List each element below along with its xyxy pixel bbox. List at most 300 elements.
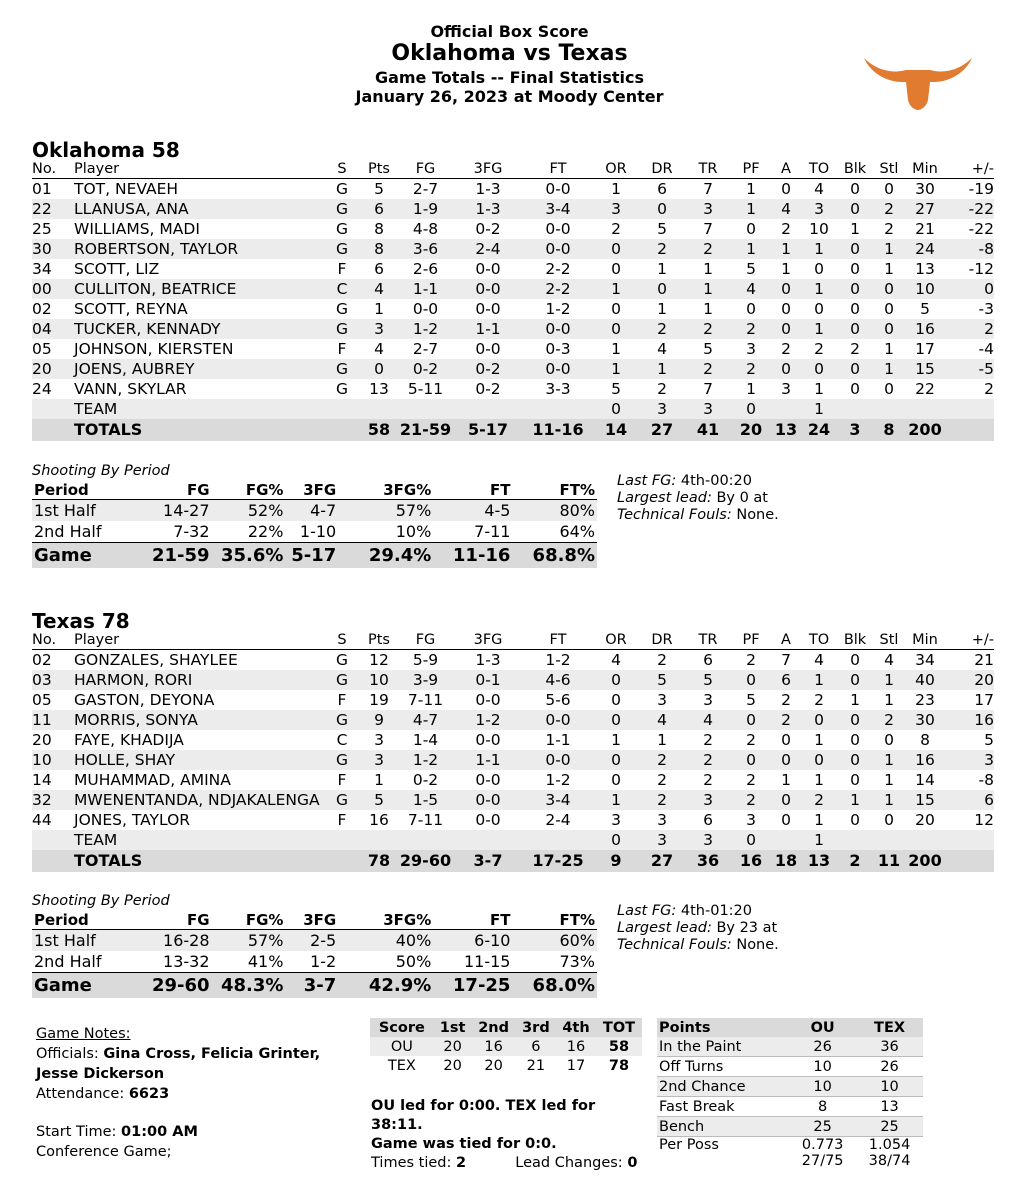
stat-cell: 11 (32, 710, 74, 730)
score-cell: 20 (484, 1057, 503, 1074)
stat-cell: JOHNSON, KIERSTEN (74, 340, 234, 358)
sbp-row (32, 930, 597, 952)
tx-shooting-by-period-table (32, 911, 597, 998)
stat-cell: 10 (809, 220, 829, 238)
stat-cell: 1 (731, 239, 771, 259)
stat-cell: 0 (771, 319, 801, 339)
stat-cell: 5 (685, 670, 731, 690)
stat-cell: 3 (746, 811, 756, 829)
stat-cell: 0-0 (475, 731, 501, 749)
totals-cell: 36 (685, 850, 731, 872)
points-row (657, 1057, 923, 1077)
stat-cell: 0 (731, 670, 771, 690)
stat-cell (873, 830, 905, 850)
totals-cell: 13 (771, 419, 801, 441)
stat-cell: 0 (884, 180, 894, 198)
score-row (370, 1056, 642, 1075)
stat-cell: 12 (369, 651, 389, 669)
score-column-header: 4th (556, 1018, 596, 1037)
sbp-game-cell: 21-59 (127, 543, 211, 569)
points-cell: 13 (856, 1097, 923, 1117)
stat-cell: 6 (703, 811, 713, 829)
totals-row (32, 419, 994, 441)
stat-cell: 15 (905, 359, 945, 379)
ties-and-changes (371, 1154, 651, 1173)
points-cell: 25 (789, 1117, 856, 1137)
stat-cell: 6 (771, 670, 801, 690)
ou-largest-lead-label: Largest lead: (617, 490, 712, 506)
stat-cell: 02 (32, 651, 52, 669)
stat-cell: 0-0 (453, 790, 523, 810)
stat-cell: 0-0 (523, 319, 593, 339)
attendance-label: Attendance: (36, 1086, 125, 1102)
stat-cell: 2 (746, 771, 756, 789)
player-row (32, 670, 994, 690)
lead-info (371, 1097, 651, 1173)
stat-cell: 1-1 (453, 319, 523, 339)
stat-cell: 0 (781, 731, 791, 749)
stat-cell: F (337, 260, 347, 278)
stat-cell: 1 (873, 359, 905, 379)
stat-cell: 4 (360, 279, 398, 299)
stat-cell (398, 830, 453, 850)
stat-cell (360, 399, 398, 419)
stat-cell: 5-6 (545, 691, 571, 709)
stat-cell: 01 (32, 180, 52, 198)
stat-cell: 0-2 (475, 220, 501, 238)
stat-cell: 10 (905, 279, 945, 299)
sbp-column-header: Period (32, 911, 127, 930)
stat-cell (837, 830, 873, 850)
column-header: Stl (873, 160, 905, 179)
stat-cell: 0 (593, 399, 639, 419)
stat-cell: 34 (32, 260, 52, 278)
stat-cell: 30 (915, 180, 935, 198)
player-row (32, 219, 994, 239)
stat-cell: 1-2 (398, 750, 453, 770)
player-row (32, 199, 994, 219)
stat-cell: 1-2 (453, 710, 523, 730)
sbp-game-row (32, 543, 597, 569)
sbp-game-cell: 3-7 (285, 973, 338, 999)
start-time-value: 01:00 AM (121, 1124, 198, 1140)
stat-cell: 2 (801, 790, 837, 810)
stat-cell: 7 (703, 380, 713, 398)
stat-cell: 1 (873, 670, 905, 690)
ou-shooting-by-period-title: Shooting By Period (32, 463, 170, 479)
stat-cell: 7-11 (407, 691, 444, 709)
sbp-game-row (32, 973, 597, 999)
stat-cell: 2 (873, 710, 905, 730)
stat-cell: 8 (360, 239, 398, 259)
stat-cell: 32 (32, 790, 74, 810)
score-column-header: TOT (596, 1018, 642, 1037)
stat-cell: JONES, TAYLOR (74, 811, 191, 829)
stat-cell: 2 (703, 731, 713, 749)
column-header: OR (593, 631, 639, 650)
stat-cell: 0 (837, 750, 873, 770)
sbp-cell: 50% (395, 952, 432, 971)
stat-cell: 05 (32, 691, 52, 709)
stat-cell: F (337, 340, 347, 358)
stat-cell: 4 (374, 340, 384, 358)
stat-cell: 1 (814, 380, 824, 398)
stat-cell: 15 (905, 790, 945, 810)
stat-cell: 0-0 (545, 180, 571, 198)
stat-cell: 1 (374, 771, 384, 789)
score-column-header: 3rd (516, 1018, 556, 1037)
stat-cell: 0-0 (545, 220, 571, 238)
stat-cell: 2 (685, 319, 731, 339)
stat-cell: 40 (905, 670, 945, 690)
stat-cell: 1 (374, 300, 384, 318)
stat-cell: G (335, 180, 348, 198)
stat-cell: 4 (611, 651, 621, 669)
conference-game: Conference Game; (36, 1144, 172, 1160)
column-header: Min (905, 160, 945, 179)
stat-cell: JOENS, AUBREY (74, 359, 324, 379)
stat-cell: 22 (915, 380, 935, 398)
stat-cell: -4 (978, 340, 994, 358)
ou-last-fg: 4th-00:20 (680, 473, 753, 489)
stat-cell: 5 (984, 731, 994, 749)
stat-cell: SCOTT, LIZ (74, 260, 160, 278)
column-header: TO (801, 631, 837, 650)
sbp-row (32, 500, 597, 522)
stat-cell: 1 (814, 731, 824, 749)
stat-cell: 2 (814, 691, 824, 709)
stat-cell: 20 (945, 670, 994, 690)
stat-cell: TOT, NEVAEH (74, 180, 179, 198)
tx-technical-fouls: None. (736, 937, 779, 953)
stat-cell (360, 830, 398, 850)
stat-cell (32, 830, 74, 850)
stat-cell: 0-1 (453, 670, 523, 690)
player-row (32, 690, 994, 710)
stat-cell: 6 (945, 790, 994, 810)
stat-cell: 1 (731, 199, 771, 219)
tx-box-score-table (32, 631, 994, 872)
stat-cell: -22 (945, 199, 994, 219)
stat-cell: 2 (657, 651, 667, 669)
stat-cell: 7 (703, 220, 713, 238)
column-header: Min (905, 631, 945, 650)
stat-cell: F (337, 811, 347, 829)
stat-cell: 0-0 (523, 750, 593, 770)
stat-cell: 2-6 (412, 260, 439, 278)
sbp-column-header: 3FG% (338, 481, 433, 500)
stat-cell: G (324, 319, 360, 339)
stat-cell: WILLIAMS, MADI (74, 220, 200, 238)
stat-cell: 0 (771, 359, 801, 379)
sbp-cell: 14-27 (127, 500, 211, 522)
column-header: Player (74, 160, 324, 179)
stat-cell: 1 (850, 220, 860, 238)
sbp-cell: 1-2 (310, 952, 337, 971)
stat-cell: 5 (657, 220, 667, 238)
stat-cell: 0 (850, 771, 860, 789)
stat-cell: 1 (593, 790, 639, 810)
column-header: OR (593, 160, 639, 179)
stat-cell: G (324, 670, 360, 690)
totals-cell (945, 850, 994, 872)
sbp-column-header: FT (433, 911, 512, 930)
score-cell: 58 (596, 1037, 642, 1056)
per-poss-value: 0.773 (801, 1137, 844, 1153)
per-poss-value: 1.054 (868, 1137, 911, 1153)
stat-cell: 2 (781, 691, 791, 709)
stat-cell: 20 (915, 811, 935, 829)
stat-cell: 2 (746, 651, 756, 669)
stat-cell: 2 (685, 239, 731, 259)
stat-cell: 0 (360, 359, 398, 379)
stat-cell: 2 (945, 319, 994, 339)
totals-cell: 20 (731, 419, 771, 441)
stat-cell: G (324, 199, 360, 219)
stat-cell: 1 (837, 790, 873, 810)
points-row (657, 1077, 923, 1097)
points-cell: 26 (789, 1037, 856, 1057)
stat-cell: FAYE, KHADIJA (74, 731, 184, 749)
stat-cell: 1 (873, 790, 905, 810)
stat-cell: 0-0 (523, 359, 593, 379)
per-poss-ratio: 38/74 (868, 1153, 911, 1169)
points-cell: 26 (856, 1057, 923, 1077)
sbp-column-header: 3FG (285, 481, 338, 500)
stat-cell: 0 (771, 750, 801, 770)
points-cell: Fast Break (657, 1097, 789, 1117)
stat-cell: 2 (731, 319, 771, 339)
game-notes (36, 1024, 336, 1162)
stat-cell: -22 (968, 220, 994, 238)
column-header: FT (523, 631, 593, 650)
player-row (32, 750, 994, 770)
stat-cell: 3 (593, 199, 639, 219)
points-row (657, 1117, 923, 1137)
stat-cell: 1 (611, 731, 621, 749)
stat-cell: 2 (731, 790, 771, 810)
stat-cell (324, 830, 360, 850)
stat-cell: 0-0 (475, 300, 501, 318)
stat-cell: 0 (884, 300, 894, 318)
stat-cell: 44 (32, 811, 52, 829)
column-header: FT (523, 160, 593, 179)
stat-cell: 0-0 (475, 691, 501, 709)
stat-cell: 2 (814, 340, 824, 358)
stat-cell: 4-6 (523, 670, 593, 690)
stat-cell: 3 (360, 750, 398, 770)
stat-cell (324, 399, 360, 419)
stat-cell: 1 (746, 380, 756, 398)
totals-cell: 11-16 (523, 419, 593, 441)
sbp-cell: 41% (247, 952, 284, 971)
stat-cell: 0 (593, 830, 639, 850)
sbp-row (32, 521, 597, 543)
stat-cell: 21 (915, 220, 935, 238)
stat-cell: 0 (731, 710, 771, 730)
stat-cell: 4-8 (412, 220, 439, 238)
stat-cell: 3 (685, 790, 731, 810)
stat-cell: 1-3 (475, 180, 501, 198)
stat-cell: F (337, 771, 347, 789)
totals-cell: 13 (801, 850, 837, 872)
score-cell: 20 (443, 1057, 462, 1074)
stat-cell: ROBERTSON, TAYLOR (74, 239, 324, 259)
stat-cell: 8 (374, 220, 384, 238)
stat-cell: G (335, 651, 348, 669)
stat-cell: 10 (360, 670, 398, 690)
stat-cell: 5 (639, 670, 685, 690)
stat-cell (523, 399, 593, 419)
stat-cell: -5 (945, 359, 994, 379)
stat-cell: 3 (703, 691, 713, 709)
column-header: FG (398, 160, 453, 179)
stat-cell: 2 (731, 359, 771, 379)
stat-cell: 2-4 (453, 239, 523, 259)
stat-cell: 0-3 (545, 340, 571, 358)
stat-cell: 3 (360, 319, 398, 339)
stat-cell: 1 (703, 300, 713, 318)
stat-cell: 1 (657, 300, 667, 318)
stat-cell: G (324, 239, 360, 259)
totals-cell (324, 419, 360, 441)
column-header: +/- (945, 631, 994, 650)
stat-cell: 0 (837, 199, 873, 219)
points-column-header: TEX (856, 1018, 923, 1037)
points-cell: 2nd Chance (657, 1077, 789, 1097)
stat-cell: 3 (746, 340, 756, 358)
stat-cell: 2 (639, 319, 685, 339)
sbp-game-cell: 29.4% (338, 543, 433, 569)
player-row (32, 650, 994, 671)
player-row (32, 339, 994, 359)
totals-cell (32, 850, 74, 872)
stat-cell: 25 (32, 220, 52, 238)
totals-cell: 5-17 (453, 419, 523, 441)
header-row (32, 631, 994, 650)
score-cell: 20 (434, 1037, 472, 1056)
stat-cell: 0 (801, 710, 837, 730)
stat-cell: 1 (884, 340, 894, 358)
stat-cell: 5 (611, 380, 621, 398)
totals-cell: 200 (905, 419, 945, 441)
stat-cell: 0 (850, 731, 860, 749)
stat-cell (32, 399, 74, 419)
stat-cell: 7 (703, 180, 713, 198)
totals-cell: 29-60 (399, 851, 452, 870)
column-header: FG (398, 631, 453, 650)
stat-cell: 0 (945, 279, 994, 299)
stat-cell: 0 (873, 279, 905, 299)
stat-cell: 8 (920, 731, 930, 749)
ou-game-facts (617, 473, 779, 524)
stat-cell: 0 (771, 279, 801, 299)
player-row (32, 259, 994, 279)
stat-cell: 0 (639, 279, 685, 299)
stat-cell: 2 (850, 340, 860, 358)
sbp-column-header: FT% (512, 481, 597, 500)
sbp-row (32, 951, 597, 973)
report-subtitle: Game Totals -- Final Statistics (374, 67, 645, 87)
stat-cell: 3 (801, 199, 837, 219)
totals-cell: 58 (360, 419, 398, 441)
stat-cell: TEAM (74, 830, 324, 850)
stat-cell: 17 (974, 691, 994, 709)
stat-cell: 3 (374, 731, 384, 749)
stat-cell: 2-7 (412, 180, 439, 198)
stat-cell: -8 (978, 771, 994, 789)
stat-cell: 3-6 (398, 239, 453, 259)
stat-cell: 3 (657, 691, 667, 709)
column-header: S (324, 160, 360, 179)
sbp-game-cell: 68.8% (512, 543, 597, 569)
sbp-cell: 2-5 (285, 930, 338, 952)
stat-cell: 5 (746, 691, 756, 709)
stat-cell: 2 (685, 750, 731, 770)
stat-cell: 2 (781, 340, 791, 358)
points-row (657, 1037, 923, 1057)
stat-cell: 1 (801, 830, 837, 850)
stat-cell: 0 (814, 300, 824, 318)
sbp-cell: 1-10 (299, 522, 337, 541)
stat-cell: 1 (801, 670, 837, 690)
stat-cell: 0 (837, 710, 873, 730)
stat-cell: 16 (945, 710, 994, 730)
stat-cell: 1 (657, 260, 667, 278)
stat-cell: 6 (703, 651, 713, 669)
totals-cell (945, 419, 994, 441)
score-row (370, 1037, 642, 1056)
stat-cell: 02 (32, 300, 52, 318)
per-poss-ratio: 27/75 (801, 1153, 844, 1169)
lead-changes-label: Lead Changes: (515, 1155, 623, 1171)
stat-cell: 12 (974, 811, 994, 829)
score-column-header: Score (370, 1018, 434, 1037)
stat-cell: 4 (884, 651, 894, 669)
stat-cell: 3 (685, 399, 731, 419)
totals-cell: 200 (905, 850, 945, 872)
per-poss-value: Per Poss (659, 1137, 719, 1153)
sbp-column-header: FG (127, 481, 211, 500)
stat-cell: 1-2 (398, 319, 453, 339)
stat-cell: 2 (685, 359, 731, 379)
per-poss-cell (657, 1137, 789, 1170)
stat-cell: 3 (945, 750, 994, 770)
stat-cell: 0 (611, 771, 621, 789)
player-row (32, 279, 994, 299)
points-cell: 10 (789, 1077, 856, 1097)
stat-cell: 20 (32, 359, 74, 379)
stat-cell: G (324, 750, 360, 770)
officials-names: Gina Cross, Felicia Grinter, Jesse Dickerson (36, 1046, 321, 1082)
totals-cell: 8 (873, 419, 905, 441)
stat-cell: 0 (781, 300, 791, 318)
totals-cell: TOTALS (74, 850, 324, 872)
stat-cell: 1 (801, 399, 837, 419)
officials (36, 1044, 336, 1084)
stat-cell (873, 399, 905, 419)
stat-cell: 1 (801, 239, 837, 259)
points-cell: 10 (856, 1077, 923, 1097)
stat-cell: 0 (850, 260, 860, 278)
stat-cell: 2 (873, 199, 905, 219)
stat-cell: 0-0 (412, 300, 439, 318)
stat-cell: 0 (837, 359, 873, 379)
sbp-column-header: FG% (212, 911, 286, 930)
points-cell: 8 (789, 1097, 856, 1117)
stat-cell: 5 (703, 340, 713, 358)
stat-cell: C (336, 731, 348, 749)
